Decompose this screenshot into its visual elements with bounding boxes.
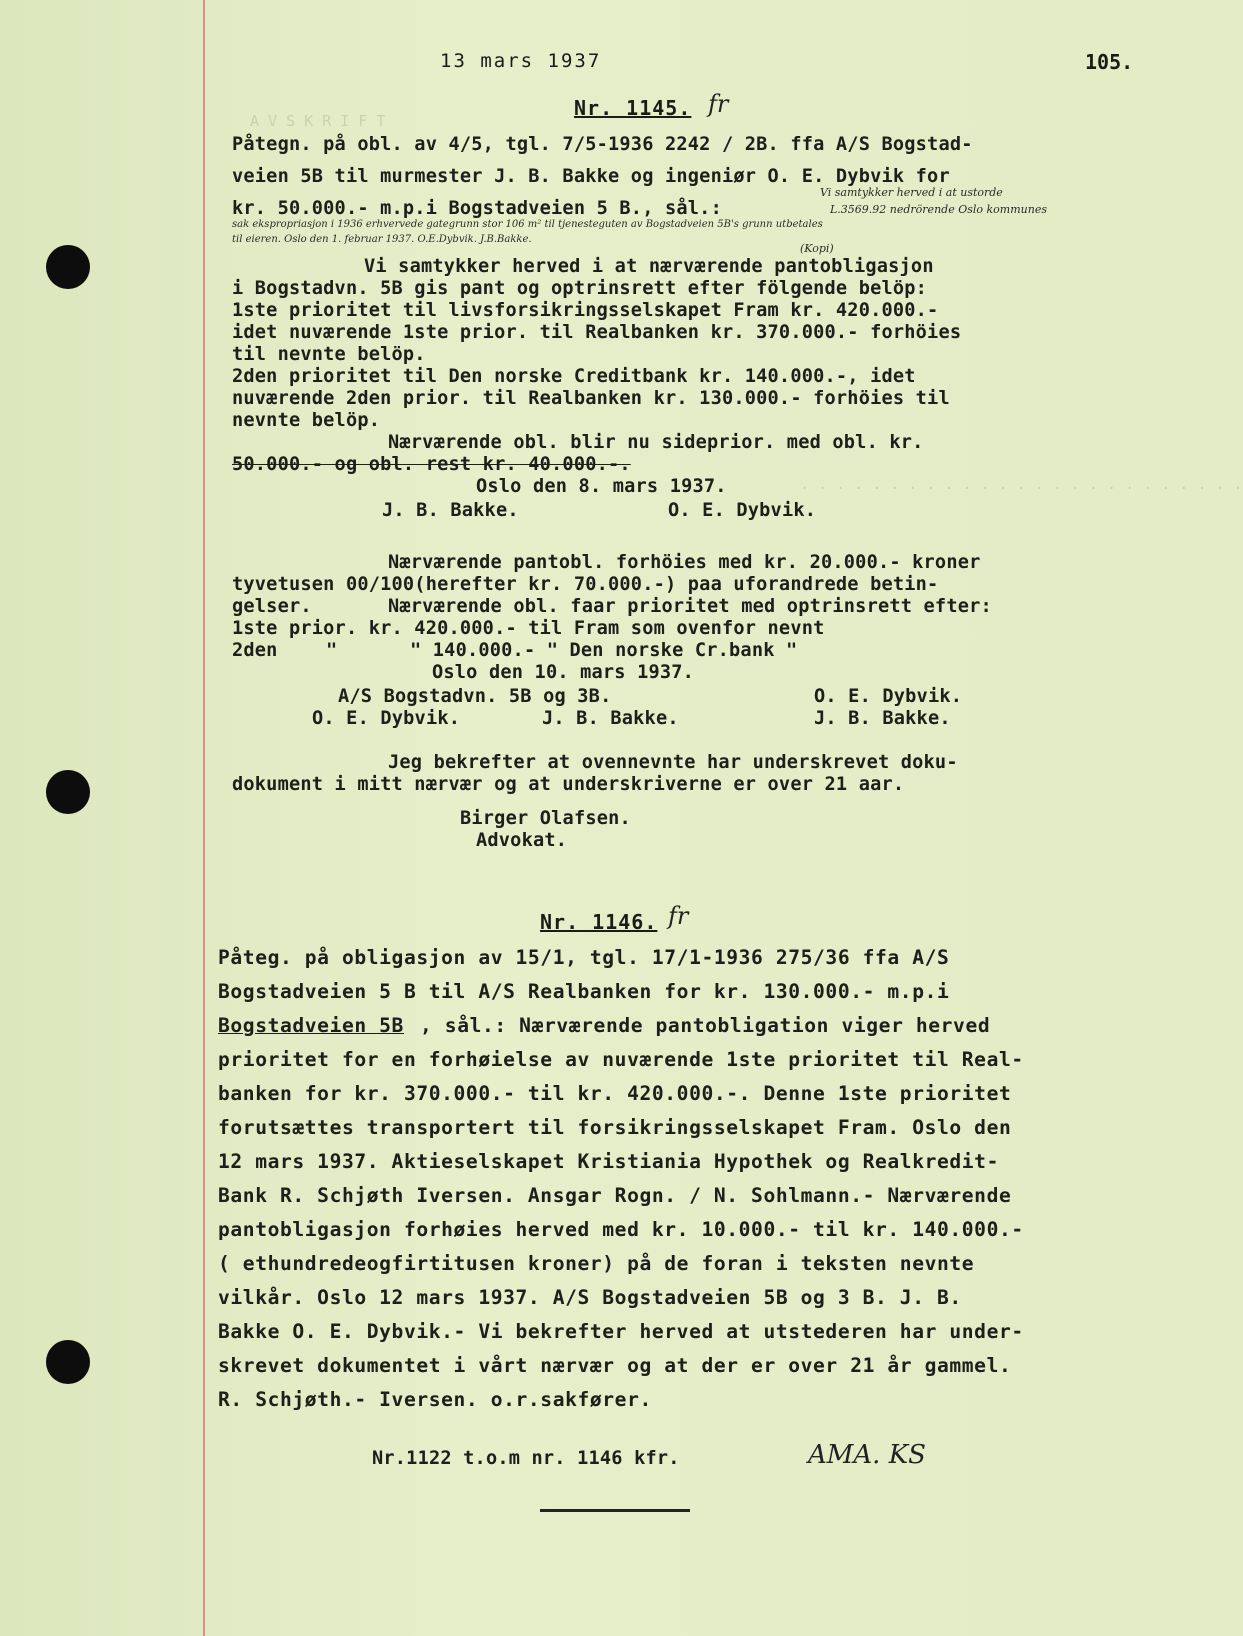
text-line: nuværende 2den prior. til Realbanken kr. 130.000.- forhöies til	[232, 388, 950, 409]
text-line: A/S Bogstadvn. 5B og 3B.	[338, 686, 612, 707]
end-rule	[540, 1509, 690, 1512]
entry-initials: fr	[668, 902, 689, 930]
text-line: , sål.: Nærværende pantobligation viger herved	[420, 1014, 991, 1037]
punch-hole	[46, 1340, 90, 1384]
handwritten-signature: AMA. KS	[808, 1440, 926, 1470]
signature-name: J. B. Bakke.	[542, 708, 679, 729]
text-line: R. Schjøth.- Iversen. o.r.sakfører.	[218, 1388, 652, 1411]
signature-name: O. E. Dybvik.	[312, 708, 461, 729]
text-line: Bank R. Schjøth Iversen. Ansgar Rogn. / N. Sohlmann.- Nærværende	[218, 1184, 1012, 1207]
signature-name: Birger Olafsen.	[460, 808, 631, 829]
entry-initials: fr	[708, 90, 729, 118]
text-line: skrevet dokumentet i vårt nærvær og at der er over 21 år gammel.	[218, 1354, 1012, 1377]
signature-name: O. E. Dybvik.	[668, 500, 817, 521]
margin-note: sak ekspropriasjon i 1936 erhvervede gategrunn stor 106 m² til tjenesteguten av Bogstadveien 5B's grunn utbetales	[232, 219, 823, 230]
text-line: gelser.	[232, 596, 312, 617]
punch-hole	[46, 245, 90, 289]
text-line: prioritet for en forhøielse av nuværende 1ste prioritet til Real-	[218, 1048, 1024, 1071]
text-line: ( ethundredeogfirtitusen kroner) på de foran i teksten nevnte	[218, 1252, 975, 1275]
margin-note: til eieren. Oslo den 1. februar 1937. O.E.Dybvik. J.B.Bakke.	[232, 234, 532, 245]
page-date: 13 mars 1937	[440, 50, 602, 72]
text-line: nevnte belöp.	[232, 410, 381, 431]
text-line: Nærværende pantobl. forhöies med kr. 20.000.- kroner	[388, 552, 981, 573]
text-line: forutsættes transportert til forsikringsselskapet Fram. Oslo den	[218, 1116, 1012, 1139]
text-line: til nevnte belöp.	[232, 344, 426, 365]
text-line: 1ste prior. kr. 420.000.- til Fram som ovenfor nevnt	[232, 618, 825, 639]
text-line: " 140.000.- " Den norske Cr.bank "	[410, 640, 798, 661]
entry-number: Nr. 1145.	[574, 96, 692, 120]
page-number: 105.	[1085, 50, 1134, 74]
text-line: Oslo den 8. mars 1937.	[476, 476, 727, 497]
text-line: Bakke O. E. Dybvik.- Vi bekrefter herved at utstederen har under-	[218, 1320, 1024, 1343]
text-line: Jeg bekrefter at ovennevnte har underskrevet doku-	[388, 752, 958, 773]
bleed-through-text: A V S K R I F T	[250, 112, 386, 130]
text-line: Nærværende obl. faar prioritet med optrinsrett efter:	[388, 596, 992, 617]
text-line: Påteg. på obligasjon av 15/1, tgl. 17/1-1936 275/36 ffa A/S	[218, 946, 950, 969]
text-line: tyvetusen 00/100(herefter kr. 70.000.-) paa uforandrede betin-	[232, 574, 939, 595]
text-line: i Bogstadvn. 5B gis pant og optrinsrett efter fölgende belöp:	[232, 278, 928, 299]
text-line: 12 mars 1937. Aktieselskapet Kristiania Hypothek og Realkredit-	[218, 1150, 999, 1173]
text-line: veien 5B til murmester J. B. Bakke og ingeniør O. E. Dybvik for	[232, 166, 950, 187]
text-line: idet nuværende 1ste prior. til Realbanken kr. 370.000.- forhöies	[232, 322, 962, 343]
text-line: Bogstadveien 5B	[218, 1014, 404, 1037]
signature-name: J. B. Bakke.	[382, 500, 519, 521]
signature-title: Advokat.	[476, 830, 568, 851]
text-line: 2den prioritet til Den norske Creditbank kr. 140.000.-, idet	[232, 366, 916, 387]
text-line: vilkår. Oslo 12 mars 1937. A/S Bogstadveien 5B og 3 B. J. B.	[218, 1286, 962, 1309]
margin-line	[203, 0, 205, 1636]
text-line: Vi samtykker herved i at nærværende pantobligasjon	[364, 256, 934, 277]
signature-name: J. B. Bakke.	[814, 708, 951, 729]
text-line: Bogstadveien 5 B til A/S Realbanken for kr. 130.000.- m.p.i	[218, 980, 950, 1003]
margin-note: L.3569.92 nedrörende Oslo kommunes	[830, 203, 1047, 216]
text-line: 50.000.- og obl. rest kr. 40.000.-.	[232, 454, 631, 475]
text-line: kr. 50.000.- m.p.i Bogstadveien 5 B., sål.:	[232, 198, 722, 219]
bleed-through-text: . . . . . . . . . . . . . . . . . . . . . . . . .	[800, 475, 1243, 493]
punch-hole	[46, 770, 90, 814]
text-line: 1ste prioritet til livsforsikringsselskapet Fram kr. 420.000.-	[232, 300, 939, 321]
text-line: 2den	[232, 640, 278, 661]
text-line: banken for kr. 370.000.- til kr. 420.000.-. Denne 1ste prioritet	[218, 1082, 1012, 1105]
reference-line: Nr.1122 t.o.m nr. 1146 kfr.	[372, 1448, 680, 1469]
text-line: Oslo den 10. mars 1937.	[432, 662, 695, 683]
text-line: dokument i mitt nærvær og at underskriverne er over 21 aar.	[232, 774, 905, 795]
text-line: Nærværende obl. blir nu sideprior. med obl. kr.	[388, 432, 924, 453]
margin-note: (Kopi)	[800, 242, 834, 255]
text-line: pantobligasjon forhøies herved med kr. 10.000.- til kr. 140.000.-	[218, 1218, 1024, 1241]
entry-number: Nr. 1146.	[540, 910, 658, 934]
text-line: Påtegn. på obl. av 4/5, tgl. 7/5-1936 2242 / 2B. ffa A/S Bogstad-	[232, 134, 973, 155]
margin-note: Vi samtykker herved i at ustorde	[820, 186, 1003, 199]
text-line: "	[326, 640, 338, 661]
signature-name: O. E. Dybvik.	[814, 686, 963, 707]
